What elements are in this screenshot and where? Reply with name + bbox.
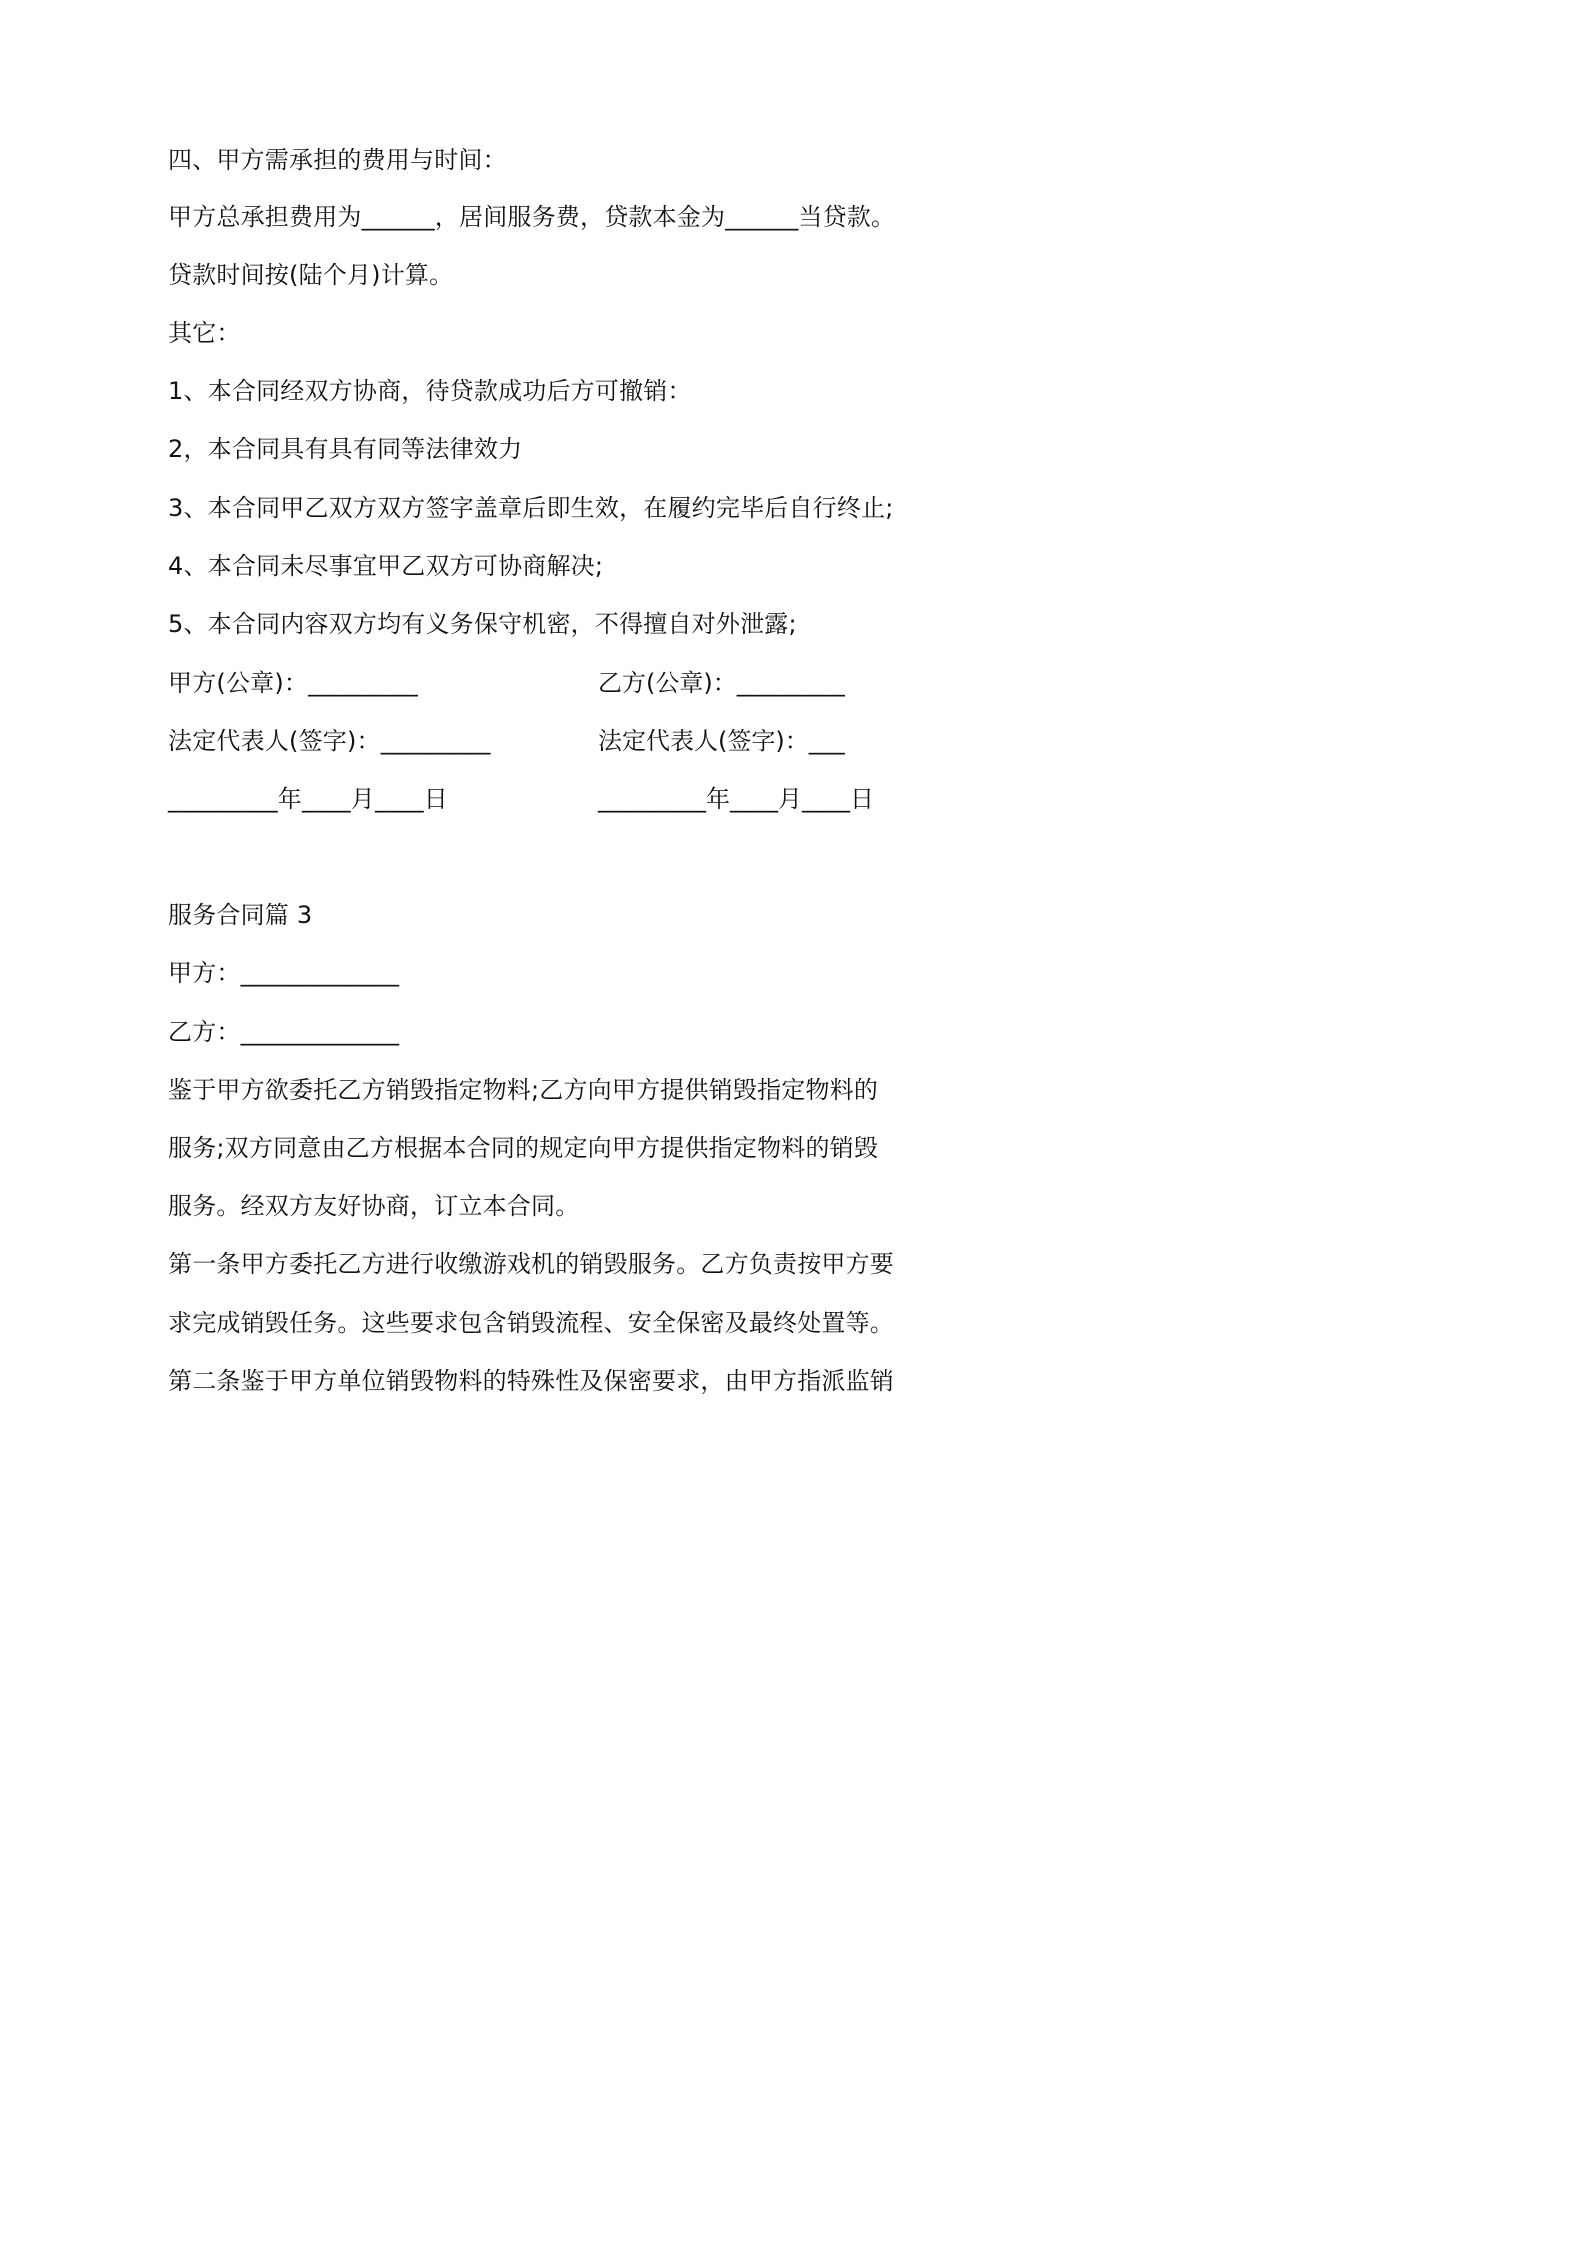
contract3-party-a: 甲方：_____________ [168, 959, 400, 987]
contract3-party-b: 乙方：_____________ [168, 1018, 400, 1046]
article2-line-1: 第二条鉴于甲方单位销毁物料的特殊性及保密要求，由甲方指派监销 [168, 1367, 894, 1395]
party-b-date: _________年____月____日 [598, 785, 874, 813]
preamble-line-1: 鉴于甲方欲委托乙方销毁指定物料;乙方向甲方提供销毁指定物料的 [168, 1076, 879, 1104]
article1-line-1: 第一条甲方委托乙方进行收缴游戏机的销毁服务。乙方负责按甲方要 [168, 1250, 894, 1278]
party-b-representative: 法定代表人(签字)：___ [598, 727, 845, 755]
party-a-representative: 法定代表人(签字)：_________ [168, 727, 491, 755]
article1-line-2: 求完成销毁任务。这些要求包含销毁流程、安全保密及最终处置等。 [168, 1309, 894, 1337]
other-item-2: 2，本合同具有具有同等法律效力 [168, 435, 523, 463]
party-b-seal: 乙方(公章)：_________ [598, 669, 845, 697]
other-item-4: 4、本合同未尽事宜甲乙双方可协商解决; [168, 552, 604, 580]
loan-period-line: 贷款时间按(陆个月)计算。 [168, 261, 454, 289]
section4-heading: 四、甲方需承担的费用与时间： [168, 146, 507, 174]
other-heading: 其它： [168, 319, 241, 347]
party-a-seal: 甲方(公章)：_________ [168, 669, 418, 697]
other-item-3: 3、本合同甲乙双方双方签字盖章后即生效，在履约完毕后自行终止; [168, 494, 894, 522]
other-item-1: 1、本合同经双方协商，待贷款成功后方可撤销： [168, 377, 692, 405]
preamble-line-2: 服务;双方同意由乙方根据本合同的规定向甲方提供指定物料的销毁 [168, 1134, 879, 1162]
other-item-5: 5、本合同内容双方均有义务保守机密，不得擅自对外泄露; [168, 610, 797, 638]
contract3-title: 服务合同篇 3 [168, 901, 313, 929]
document-page [0, 0, 1102, 1559]
party-a-date: _________年____月____日 [168, 785, 448, 813]
fee-line: 甲方总承担费用为______，居间服务费，贷款本金为______当贷款。 [168, 203, 896, 231]
preamble-line-3: 服务。经双方友好协商，订立本合同。 [168, 1192, 580, 1220]
